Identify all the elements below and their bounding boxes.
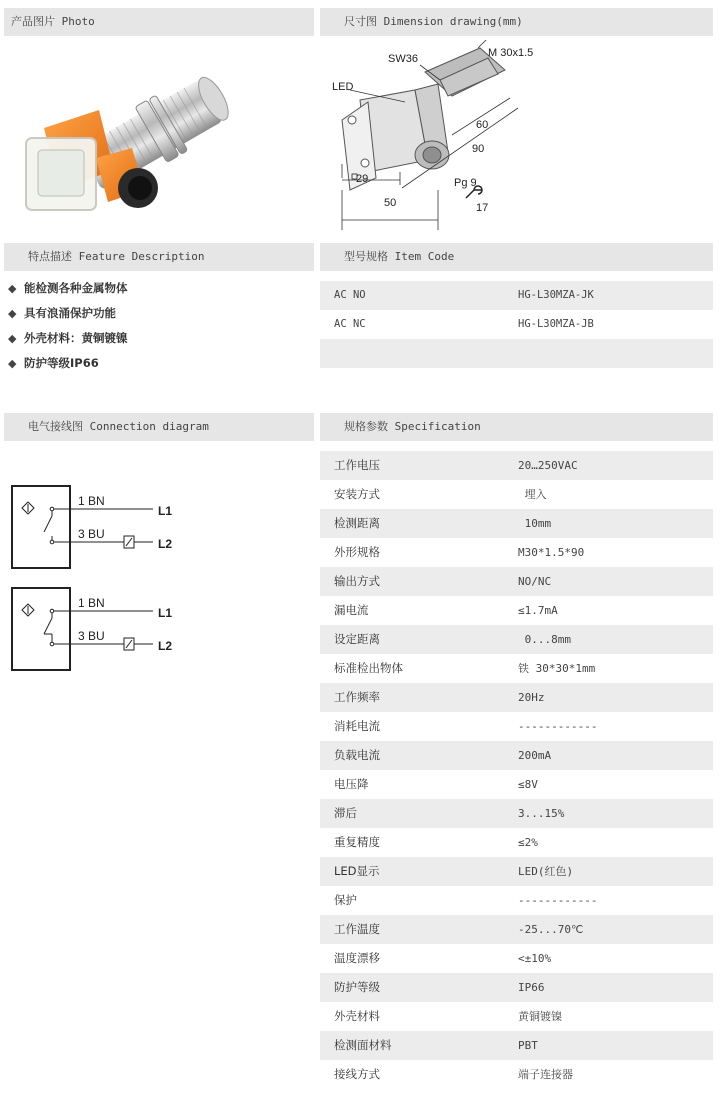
feature-item: ◆ 外壳材料：黄铜镀镍 (8, 328, 128, 348)
spec-value: IP66 (518, 981, 545, 994)
dim-50-label: 50 (384, 197, 397, 209)
spec-value: ≤1.7mA (518, 604, 558, 617)
dim-sw-label: SW36 (388, 53, 418, 65)
dim-90-label: 90 (472, 143, 485, 155)
spec-value: NO/NC (518, 575, 552, 588)
dim-60-label: 60 (476, 119, 489, 131)
spec-name: 检测面材料 (334, 1038, 392, 1052)
spec-value: M30*1.5*90 (518, 546, 585, 559)
dimension-header: 尺寸图 Dimension drawing(mm) (320, 8, 713, 36)
spec-value: 端子连接器 (518, 1068, 573, 1081)
spec-row (320, 654, 713, 683)
spec-name: 电压降 (334, 777, 369, 791)
spec-value: 10mm (518, 517, 552, 530)
spec-value: LED(红色) (518, 865, 574, 878)
item-code: HG-L30MZA-JK (518, 289, 594, 301)
spec-name: 温度漂移 (334, 951, 380, 965)
spec-row (320, 509, 713, 538)
item-type: AC NO (334, 289, 366, 301)
spec-row (320, 567, 713, 596)
spec-row (320, 596, 713, 625)
photo-header: 产品图片 Photo (4, 8, 314, 36)
spec-row (320, 944, 713, 973)
spec-name: 滞后 (334, 806, 357, 820)
spec-value: 3...15% (518, 807, 565, 820)
spec-row (320, 857, 713, 886)
spec-row (320, 741, 713, 770)
spec-value: ≤8V (518, 778, 538, 791)
spec-name: 防护等级 (334, 980, 380, 994)
spec-value: 200mA (518, 749, 552, 762)
spec-value: 20…250VAC (518, 459, 578, 472)
spec-name: 外形规格 (334, 545, 380, 559)
spec-name: 工作频率 (334, 690, 380, 704)
spec-row (320, 915, 713, 944)
item-code-row (320, 310, 713, 339)
spec-row (320, 799, 713, 828)
diamond-bullet-icon: ◆ (8, 282, 17, 295)
dimension-drawing (320, 40, 713, 235)
wire2-label: 3 BU (78, 527, 105, 541)
spec-name: 重复精度 (334, 835, 380, 849)
spec-name: 工作电压 (334, 458, 380, 472)
dim-led-label: LED (332, 81, 354, 93)
spec-row (320, 770, 713, 799)
spec-value: ------------ (518, 720, 598, 733)
spec-row (320, 828, 713, 857)
spec-name: 输出方式 (334, 574, 380, 588)
spec-value: ------------ (518, 894, 598, 907)
spec-value: 铁 30*30*1mm (518, 662, 596, 675)
diamond-bullet-icon: ◆ (8, 307, 17, 320)
wiring-diagram-nc (8, 580, 208, 676)
spec-name: 标准检出物体 (334, 661, 403, 675)
dim-thread-label: M 30x1.5 (488, 47, 534, 59)
spec-name: 漏电流 (334, 603, 369, 617)
spec-row (320, 1002, 713, 1031)
spec-name: 工作温度 (334, 922, 380, 936)
item-code: HG-L30MZA-JB (518, 318, 594, 330)
spec-row (320, 1060, 713, 1089)
l2-label: L2 (158, 639, 173, 653)
spec-value: ≤2% (518, 836, 538, 849)
spec-name: 消耗电流 (334, 719, 380, 733)
wiring-diagram-no (8, 478, 208, 574)
spec-value: -25...70℃ (518, 923, 584, 936)
item-type: AC NC (334, 318, 366, 330)
spec-value: <±10% (518, 952, 552, 965)
wire1-label: 1 BN (78, 596, 105, 610)
spec-name: 负载电流 (334, 748, 380, 762)
spec-value: 20Hz (518, 691, 545, 704)
spec-row (320, 625, 713, 654)
spec-value: PBT (518, 1039, 538, 1052)
item-code-row (320, 281, 713, 310)
spec-row (320, 538, 713, 567)
wire1-label: 1 BN (78, 494, 105, 508)
dim-pg-label: Pg 9 (454, 177, 477, 189)
specification-header: 规格参数 Specification (320, 413, 713, 441)
l2-label: L2 (158, 537, 173, 551)
feature-header: 特点描述 Feature Description (4, 243, 314, 271)
spec-name: 接线方式 (334, 1067, 380, 1081)
spec-name: 保护 (334, 893, 357, 907)
item-code-row-empty (320, 339, 713, 368)
diamond-bullet-icon: ◆ (8, 357, 17, 370)
spec-value: 0...8mm (518, 633, 571, 646)
l1-label: L1 (158, 606, 173, 620)
diamond-bullet-icon: ◆ (8, 332, 17, 345)
spec-name: 检测距离 (334, 516, 380, 530)
spec-name: 外壳材料 (334, 1009, 380, 1023)
spec-row (320, 451, 713, 480)
spec-value: 埋入 (518, 488, 547, 501)
spec-row (320, 683, 713, 712)
feature-item: ◆ 防护等级IP66 (8, 353, 99, 373)
dim-29-label: 29 (356, 173, 369, 185)
spec-row (320, 712, 713, 741)
dim-17-label: 17 (476, 202, 489, 214)
spec-name: 设定距离 (334, 632, 380, 646)
spec-name: 安装方式 (334, 487, 380, 501)
feature-item: ◆ 具有浪涌保护功能 (8, 303, 116, 323)
product-photo (4, 40, 314, 235)
connection-header: 电气接线图 Connection diagram (4, 413, 314, 441)
item-code-header: 型号规格 Item Code (320, 243, 713, 271)
feature-item: ◆ 能检测各种金属物体 (8, 278, 128, 298)
spec-row (320, 480, 713, 509)
spec-row (320, 973, 713, 1002)
wire2-label: 3 BU (78, 629, 105, 643)
spec-name: LED显示 (334, 864, 380, 878)
l1-label: L1 (158, 504, 173, 518)
spec-row (320, 886, 713, 915)
spec-row (320, 1031, 713, 1060)
spec-value: 黄铜镀镍 (518, 1010, 562, 1023)
